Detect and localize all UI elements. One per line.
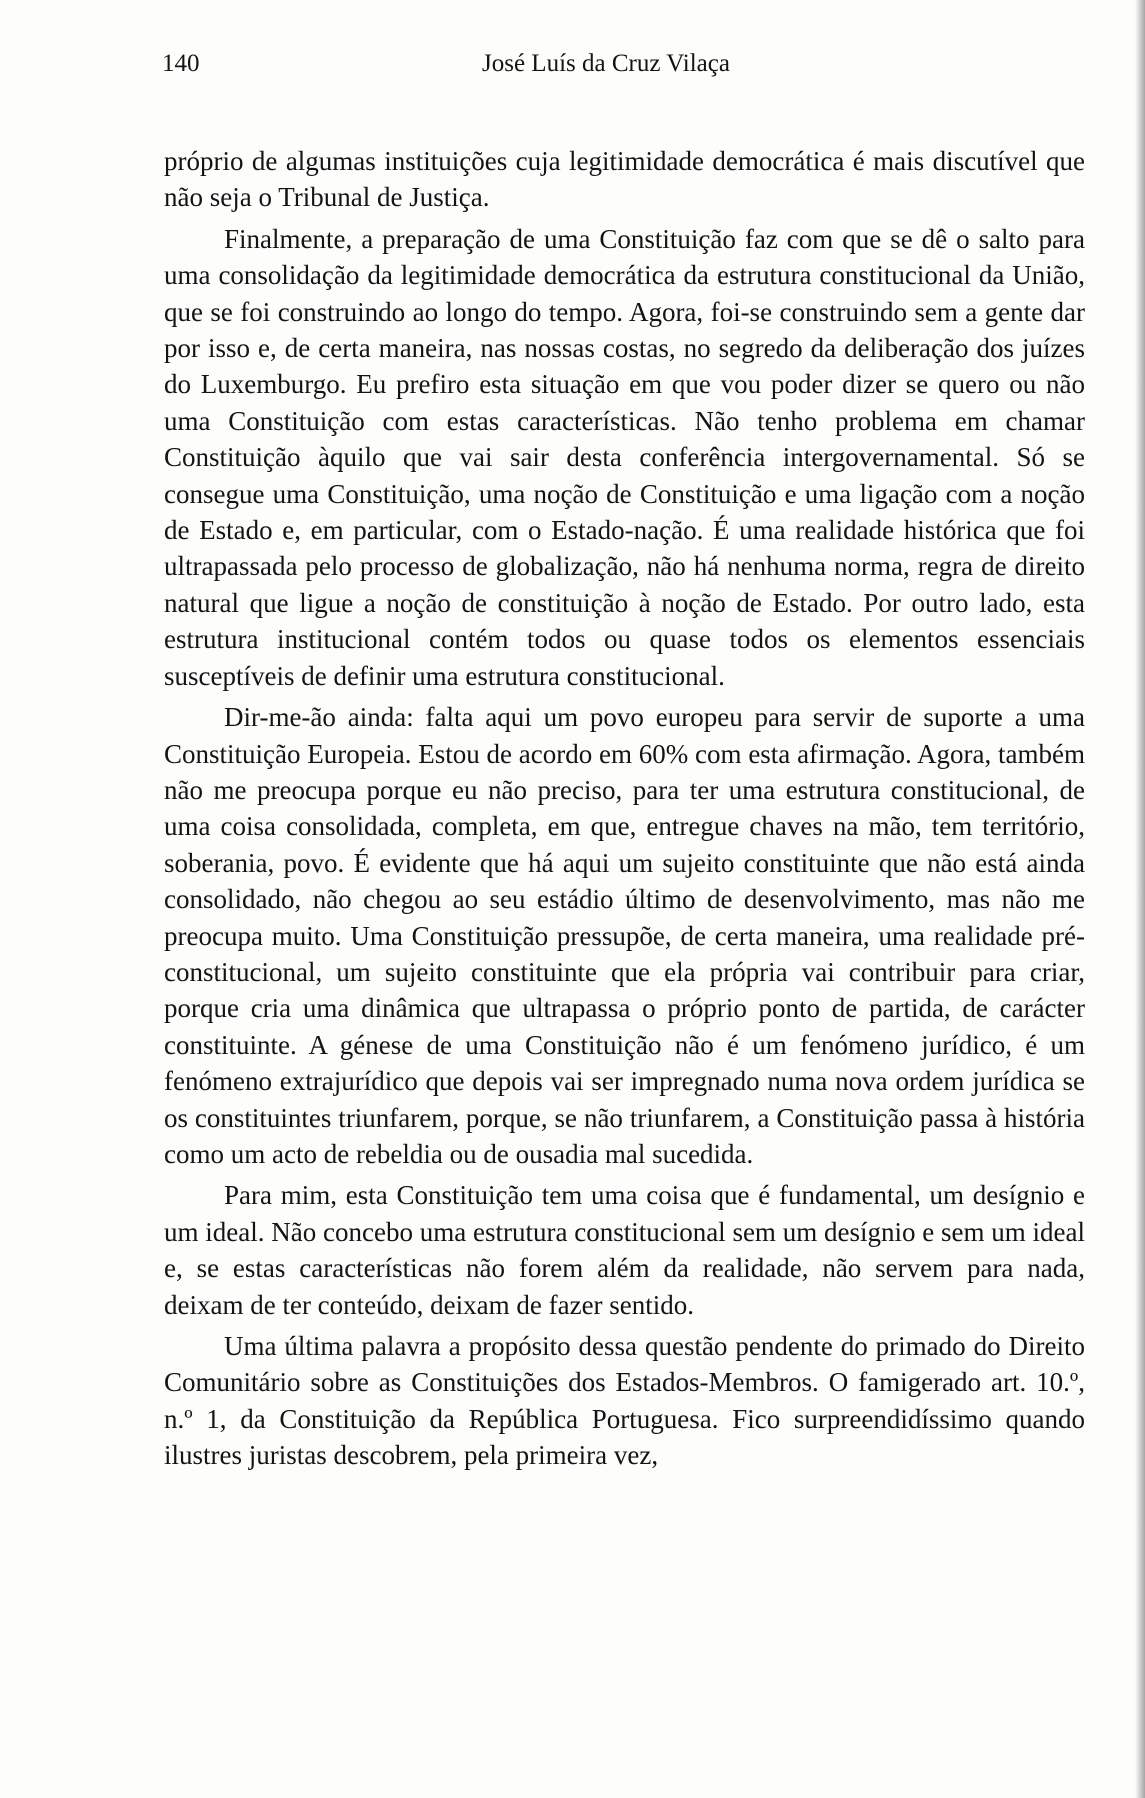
page-number: 140 [162,50,200,77]
paragraph: Para mim, esta Constituição tem uma coisa que é fundamental, um desígnio e um ideal. Não concebo uma estrutura constitucional sem um desígnio e sem um ideal e, se estas características não forem além da realidade, não servem para nada, deixam de ter conteúdo, deixam de fazer sentido. [164,1180,1085,1320]
paragraph: Uma última palavra a propósito dessa questão pendente do primado do Direito Comunitário sobre as Constituições dos Estados-Membros. O famigerado art. 10.º, n.º 1, da Constituição da República Portuguesa. Fico surpreendidíssimo quando ilustres juristas descobrem, pela primeira vez, [164,1331,1085,1471]
paragraph: Finalmente, a preparação de uma Constituição faz com que se dê o salto para uma consolidação da legitimidade democrática da estrutura constitucional da União, que se foi construindo ao longo do tempo. Agora, foi-se construindo sem a gente dar por isso e, de certa maneira, nas nossas costas, no segredo da deliberação dos juízes do Luxemburgo. Eu prefiro esta situação em que vou poder dizer se quero ou não uma Constituição com estas características. Não tenho problema em chamar Constituição àquilo que vai sair desta conferência intergovernamental. Só se consegue uma Constituição, uma noção de Constituição e uma ligação com a noção de Estado e, em particular, com o Estado-nação. É uma realidade histórica que foi ultrapassada pelo processo de globalização, não há nenhuma norma, regra de direito natural que ligue a noção de constituição à noção de Estado. Por outro lado, esta estrutura institucional contém todos ou quase todos os elementos essenciais susceptíveis de definir uma estrutura constitucional. [164,223,1085,691]
running-head-author: José Luís da Cruz Vilaça [482,50,730,77]
running-head [162,50,1082,90]
paragraph-continuation: próprio de algumas instituições cuja legitimidade democrática é mais discutível que não seja o Tribunal de Justiça. [164,146,1085,213]
page-edge-shadow [1135,0,1145,1798]
body-text [164,143,1085,1479]
paragraph: Dir-me-ão ainda: falta aqui um povo europeu para servir de suporte a uma Constituição Europeia. Estou de acordo em 60% com esta afirmação. Agora, também não me preocupa porque eu não preciso, para ter uma estrutura constitucional, de uma coisa consolidada, completa, em que, entregue chaves na mão, tem território, soberania, povo. É evidente que há aqui um sujeito constituinte que não está ainda consolidado, não chegou ao seu estádio último de desenvolvimento, mas não me preocupa muito. Uma Constituição pressupõe, de certa maneira, uma realidade pré-constitucional, um sujeito constituinte que ela própria vai contribuir para criar, porque cria uma dinâmica que ultrapassa o próprio ponto de partida, de carácter constituinte. A génese de uma Constituição não é um fenómeno jurídico, é um fenómeno extrajurídico que depois vai ser impregnado numa nova ordem jurídica se os constituintes triunfarem, porque, se não triunfarem, a Constituição passa à história como um acto de rebeldia ou de ousadia mal sucedida. [164,702,1085,1169]
